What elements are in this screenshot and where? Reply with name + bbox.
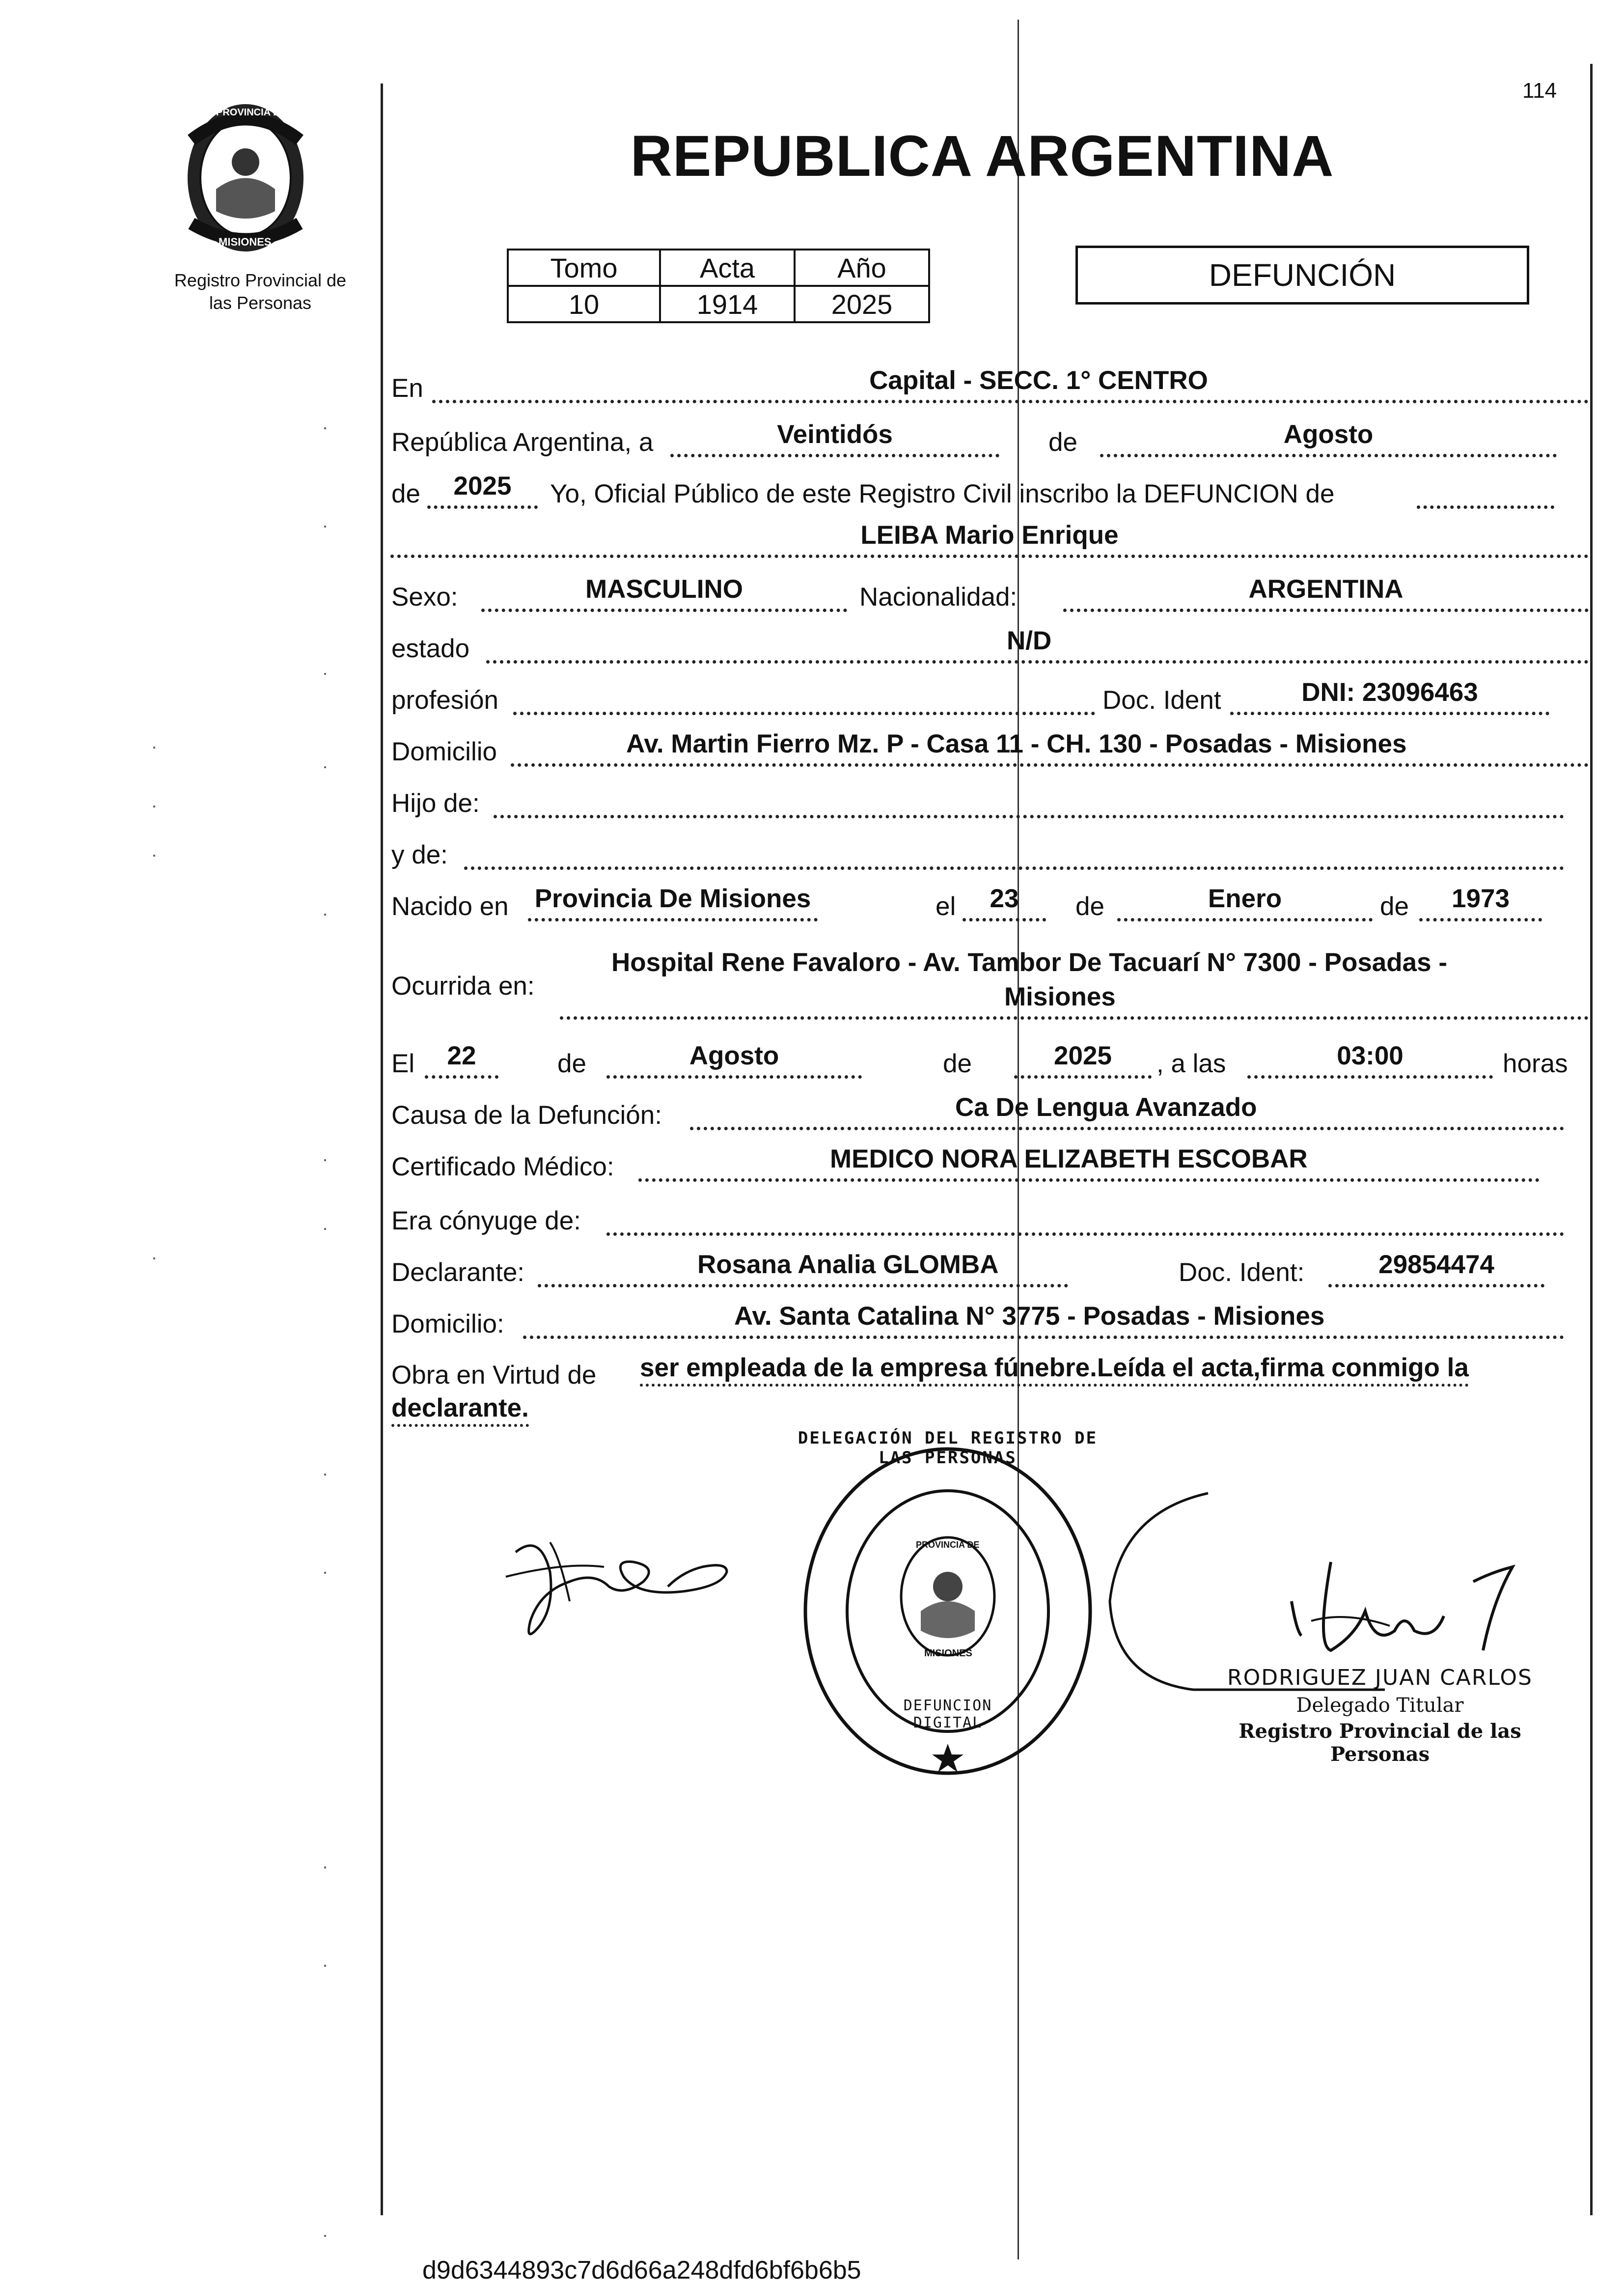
- official-signature-block: [1198, 1665, 1562, 1766]
- row-domicilio: [390, 725, 1589, 774]
- registry-label-line1: Registro Provincial de: [174, 270, 347, 290]
- row-name: [390, 516, 1589, 565]
- value-declarante-doc: 29854474: [1378, 1250, 1494, 1279]
- scan-speck: [324, 1572, 326, 1574]
- row-hijo-de: [390, 776, 1589, 825]
- right-frame-line: [1590, 64, 1593, 2215]
- row-estado: [390, 621, 1589, 670]
- seal-text-bottom: MISIONES: [219, 236, 272, 248]
- record-header-ano: Año: [795, 250, 929, 286]
- label-ocurrida: Ocurrida en:: [391, 972, 535, 1001]
- label-sexo: Sexo:: [391, 583, 458, 612]
- scan-speck: [324, 1965, 326, 1967]
- label-estado: estado: [391, 634, 470, 663]
- record-header-tomo: Tomo: [508, 250, 660, 286]
- record-header-acta: Acta: [660, 250, 795, 286]
- scan-speck: [324, 427, 326, 429]
- row-fecha: [390, 415, 1589, 464]
- label-de-month: de: [1048, 428, 1077, 457]
- record-value-acta: 1914: [660, 286, 795, 322]
- province-seal: [162, 93, 329, 260]
- label-el-de2: de: [943, 1049, 972, 1078]
- value-nacido-day: 23: [990, 884, 1019, 913]
- fill-y-de: [464, 837, 1564, 870]
- value-el-month: Agosto: [689, 1041, 779, 1070]
- value-certificado: MEDICO NORA ELIZABETH ESCOBAR: [830, 1144, 1308, 1173]
- label-en: En: [391, 374, 423, 403]
- row-conyuge: [390, 1194, 1589, 1243]
- scan-speck: [324, 526, 326, 528]
- value-obra-line2: declarante.: [391, 1393, 529, 1427]
- scan-speck: [324, 766, 326, 768]
- value-ocurrida-line2: Misiones: [1004, 982, 1116, 1011]
- registry-stamp: [796, 1424, 1100, 1778]
- value-causa: Ca De Lengua Avanzado: [955, 1093, 1257, 1122]
- label-el-de1: de: [557, 1049, 586, 1078]
- scan-speck: [153, 1257, 155, 1259]
- scan-speck: [153, 747, 155, 749]
- row-certificado: [390, 1140, 1589, 1189]
- row-ocurrida: [390, 948, 1589, 1027]
- value-month: Agosto: [1283, 420, 1374, 449]
- declarant-signature: [496, 1513, 751, 1660]
- row-en: [390, 361, 1589, 410]
- stamp-seal-bottom: MISIONES: [924, 1648, 972, 1659]
- label-declarante: Declarante:: [391, 1258, 525, 1287]
- label-profesion: profesión: [391, 686, 499, 715]
- value-hour: 03:00: [1337, 1041, 1404, 1070]
- label-nacionalidad: Nacionalidad:: [859, 583, 1018, 612]
- registry-label: [152, 269, 368, 314]
- value-nacionalidad: ARGENTINA: [1248, 575, 1404, 604]
- row-y-de: [390, 828, 1589, 877]
- label-conyuge: Era cónyuge de:: [391, 1206, 581, 1235]
- label-y-de: y de:: [391, 840, 448, 869]
- value-obra-line1: ser empleada de la empresa fúnebre.Leída el acta,firma conmigo la: [640, 1353, 1469, 1387]
- fill-after-sentence: [1417, 476, 1554, 509]
- value-declarante: Rosana Analia GLOMBA: [697, 1250, 999, 1279]
- scan-speck: [324, 1228, 326, 1230]
- scan-speck: [324, 2235, 326, 2237]
- seal-text-top: PROVINCIA DE: [216, 107, 287, 118]
- left-frame-line: [381, 84, 383, 2215]
- value-doc-ident: DNI: 23096463: [1301, 678, 1478, 707]
- scan-speck: [153, 806, 155, 808]
- record-value-tomo: 10: [508, 286, 660, 322]
- fill-conyuge: [606, 1203, 1564, 1236]
- stamp-seal-top: PROVINCIA DE: [916, 1540, 980, 1550]
- page-title: REPUBLICA ARGENTINA: [630, 124, 1334, 189]
- value-day-words: Veintidós: [777, 420, 893, 449]
- value-nacido-place: Provincia De Misiones: [534, 884, 811, 913]
- registry-label-line2: las Personas: [209, 293, 312, 313]
- row-el: [390, 1036, 1589, 1086]
- label-declarante-doc: Doc. Ident:: [1179, 1258, 1305, 1287]
- official-role: Delegado Titular: [1296, 1694, 1464, 1717]
- label-nacido-de2: de: [1380, 892, 1409, 921]
- label-causa: Causa de la Defunción:: [391, 1101, 662, 1130]
- scan-speck: [153, 855, 155, 857]
- label-nacido-el: el: [936, 892, 956, 921]
- value-el-year: 2025: [1054, 1041, 1112, 1070]
- value-nacido-year: 1973: [1452, 884, 1510, 913]
- document-hash: d9d6344893c7d6d66a248dfd6bf6b6b5: [422, 2256, 861, 2285]
- value-name: LEIBA Mario Enrique: [860, 521, 1119, 550]
- row-domicilio-declarante: [390, 1297, 1589, 1346]
- label-a-las: , a las: [1156, 1049, 1226, 1078]
- label-certificado: Certificado Médico:: [391, 1152, 614, 1181]
- row-year: [390, 467, 1589, 516]
- row-nacido: [390, 879, 1589, 928]
- scan-speck: [324, 914, 326, 916]
- row-causa: [390, 1088, 1589, 1137]
- row-declarante: [390, 1245, 1589, 1294]
- value-el-day: 22: [447, 1041, 476, 1070]
- label-de-year: de: [391, 479, 420, 508]
- row-obra: [390, 1346, 1589, 1432]
- text-oficial: Yo, Oficial Público de este Registro Civil inscribo la DEFUNCION de: [550, 479, 1335, 508]
- official-office: Registro Provincial de las Personas: [1239, 1720, 1521, 1766]
- scan-speck: [324, 673, 326, 675]
- label-hijo-de: Hijo de:: [391, 789, 480, 818]
- label-doc-ident: Doc. Ident: [1102, 686, 1221, 715]
- label-nacido-de1: de: [1075, 892, 1104, 921]
- scan-speck: [324, 1867, 326, 1868]
- row-profesion: [390, 673, 1589, 722]
- label-nacido-en: Nacido en: [391, 892, 509, 921]
- label-obra: Obra en Virtud de: [391, 1361, 597, 1390]
- value-nacido-month: Enero: [1208, 884, 1282, 913]
- scan-speck: [324, 1159, 326, 1161]
- value-estado: N/D: [1007, 626, 1052, 655]
- label-el: El: [391, 1049, 415, 1078]
- label-domicilio: Domicilio: [391, 737, 497, 766]
- official-name: RODRIGUEZ JUAN CARLOS: [1227, 1665, 1533, 1690]
- stamp-inner-text: DEFUNCION DIGITAL: [903, 1697, 992, 1731]
- label-republica: República Argentina, a: [391, 428, 654, 457]
- value-domicilio-declarante: Av. Santa Catalina N° 3775 - Posadas - Misiones: [734, 1302, 1325, 1331]
- document-type-box: DEFUNCIÓN: [1075, 246, 1529, 305]
- fill-profesion: [513, 682, 1095, 715]
- value-domicilio: Av. Martin Fierro Mz. P - Casa 11 - CH. 130 - Posadas - Misiones: [626, 729, 1407, 758]
- page-number: 114: [1522, 79, 1557, 103]
- label-horas: horas: [1503, 1049, 1568, 1078]
- scan-speck: [324, 1474, 326, 1476]
- value-ocurrida-line1: Hospital Rene Favaloro - Av. Tambor De Tacuarí N° 7300 - Posadas -: [611, 948, 1447, 977]
- value-year: 2025: [453, 472, 512, 501]
- record-value-ano: 2025: [795, 286, 929, 322]
- label-domicilio-declarante: Domicilio:: [391, 1310, 504, 1338]
- value-sexo: MASCULINO: [585, 575, 743, 604]
- row-sexo: [390, 570, 1589, 619]
- stamp-ring-text: DELEGACIÓN DEL REGISTRO DE LAS PERSONAS: [798, 1428, 1098, 1468]
- record-table: [507, 249, 930, 323]
- value-en: Capital - SECC. 1° CENTRO: [869, 366, 1208, 395]
- fill-hijo-de: [494, 785, 1564, 818]
